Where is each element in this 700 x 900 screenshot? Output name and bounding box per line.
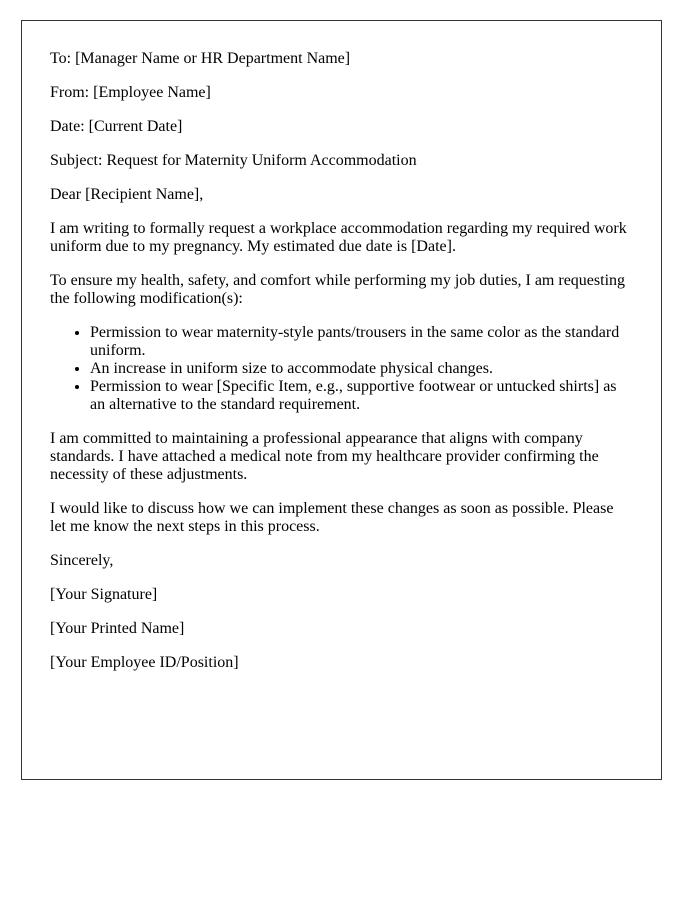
paragraph-request: To ensure my health, safety, and comfort while performing my job duties, I am requesting the following modification(s): <box>50 272 626 307</box>
from-line: From: [Employee Name] <box>50 84 211 101</box>
date-line: Date: [Current Date] <box>50 118 183 135</box>
paragraph-intro: I am writing to formally request a workplace accommodation regarding my required work uniform due to my pregnancy. My estimated due date is [Date]. <box>50 220 627 255</box>
salutation: Dear [Recipient Name], <box>50 186 204 203</box>
modifications-list <box>50 324 633 414</box>
list-item: • Permission to wear [Specific Item, e.g., supportive footwear or untucked shirts] as an alternative to the standard requirement. <box>90 378 633 414</box>
paragraph-commitment: I am committed to maintaining a professional appearance that aligns with company standards. I have attached a medical note from my healthcare provider confirming the necessity of these adjustments. <box>50 430 599 483</box>
employee-id-placeholder: [Your Employee ID/Position] <box>50 654 239 671</box>
list-item: • An increase in uniform size to accommodate physical changes. <box>90 360 633 378</box>
letter-container <box>21 20 662 780</box>
list-item: • Permission to wear maternity-style pants/trousers in the same color as the standard uniform. <box>90 324 633 360</box>
to-line: To: [Manager Name or HR Department Name] <box>50 50 351 67</box>
subject-line: Subject: Request for Maternity Uniform Accommodation <box>50 152 417 169</box>
signature-placeholder: [Your Signature] <box>50 586 158 603</box>
closing: Sincerely, <box>50 552 114 569</box>
paragraph-next-steps: I would like to discuss how we can implement these changes as soon as possible. Please let me know the next steps in this process. <box>50 500 614 535</box>
printed-name-placeholder: [Your Printed Name] <box>50 620 185 637</box>
